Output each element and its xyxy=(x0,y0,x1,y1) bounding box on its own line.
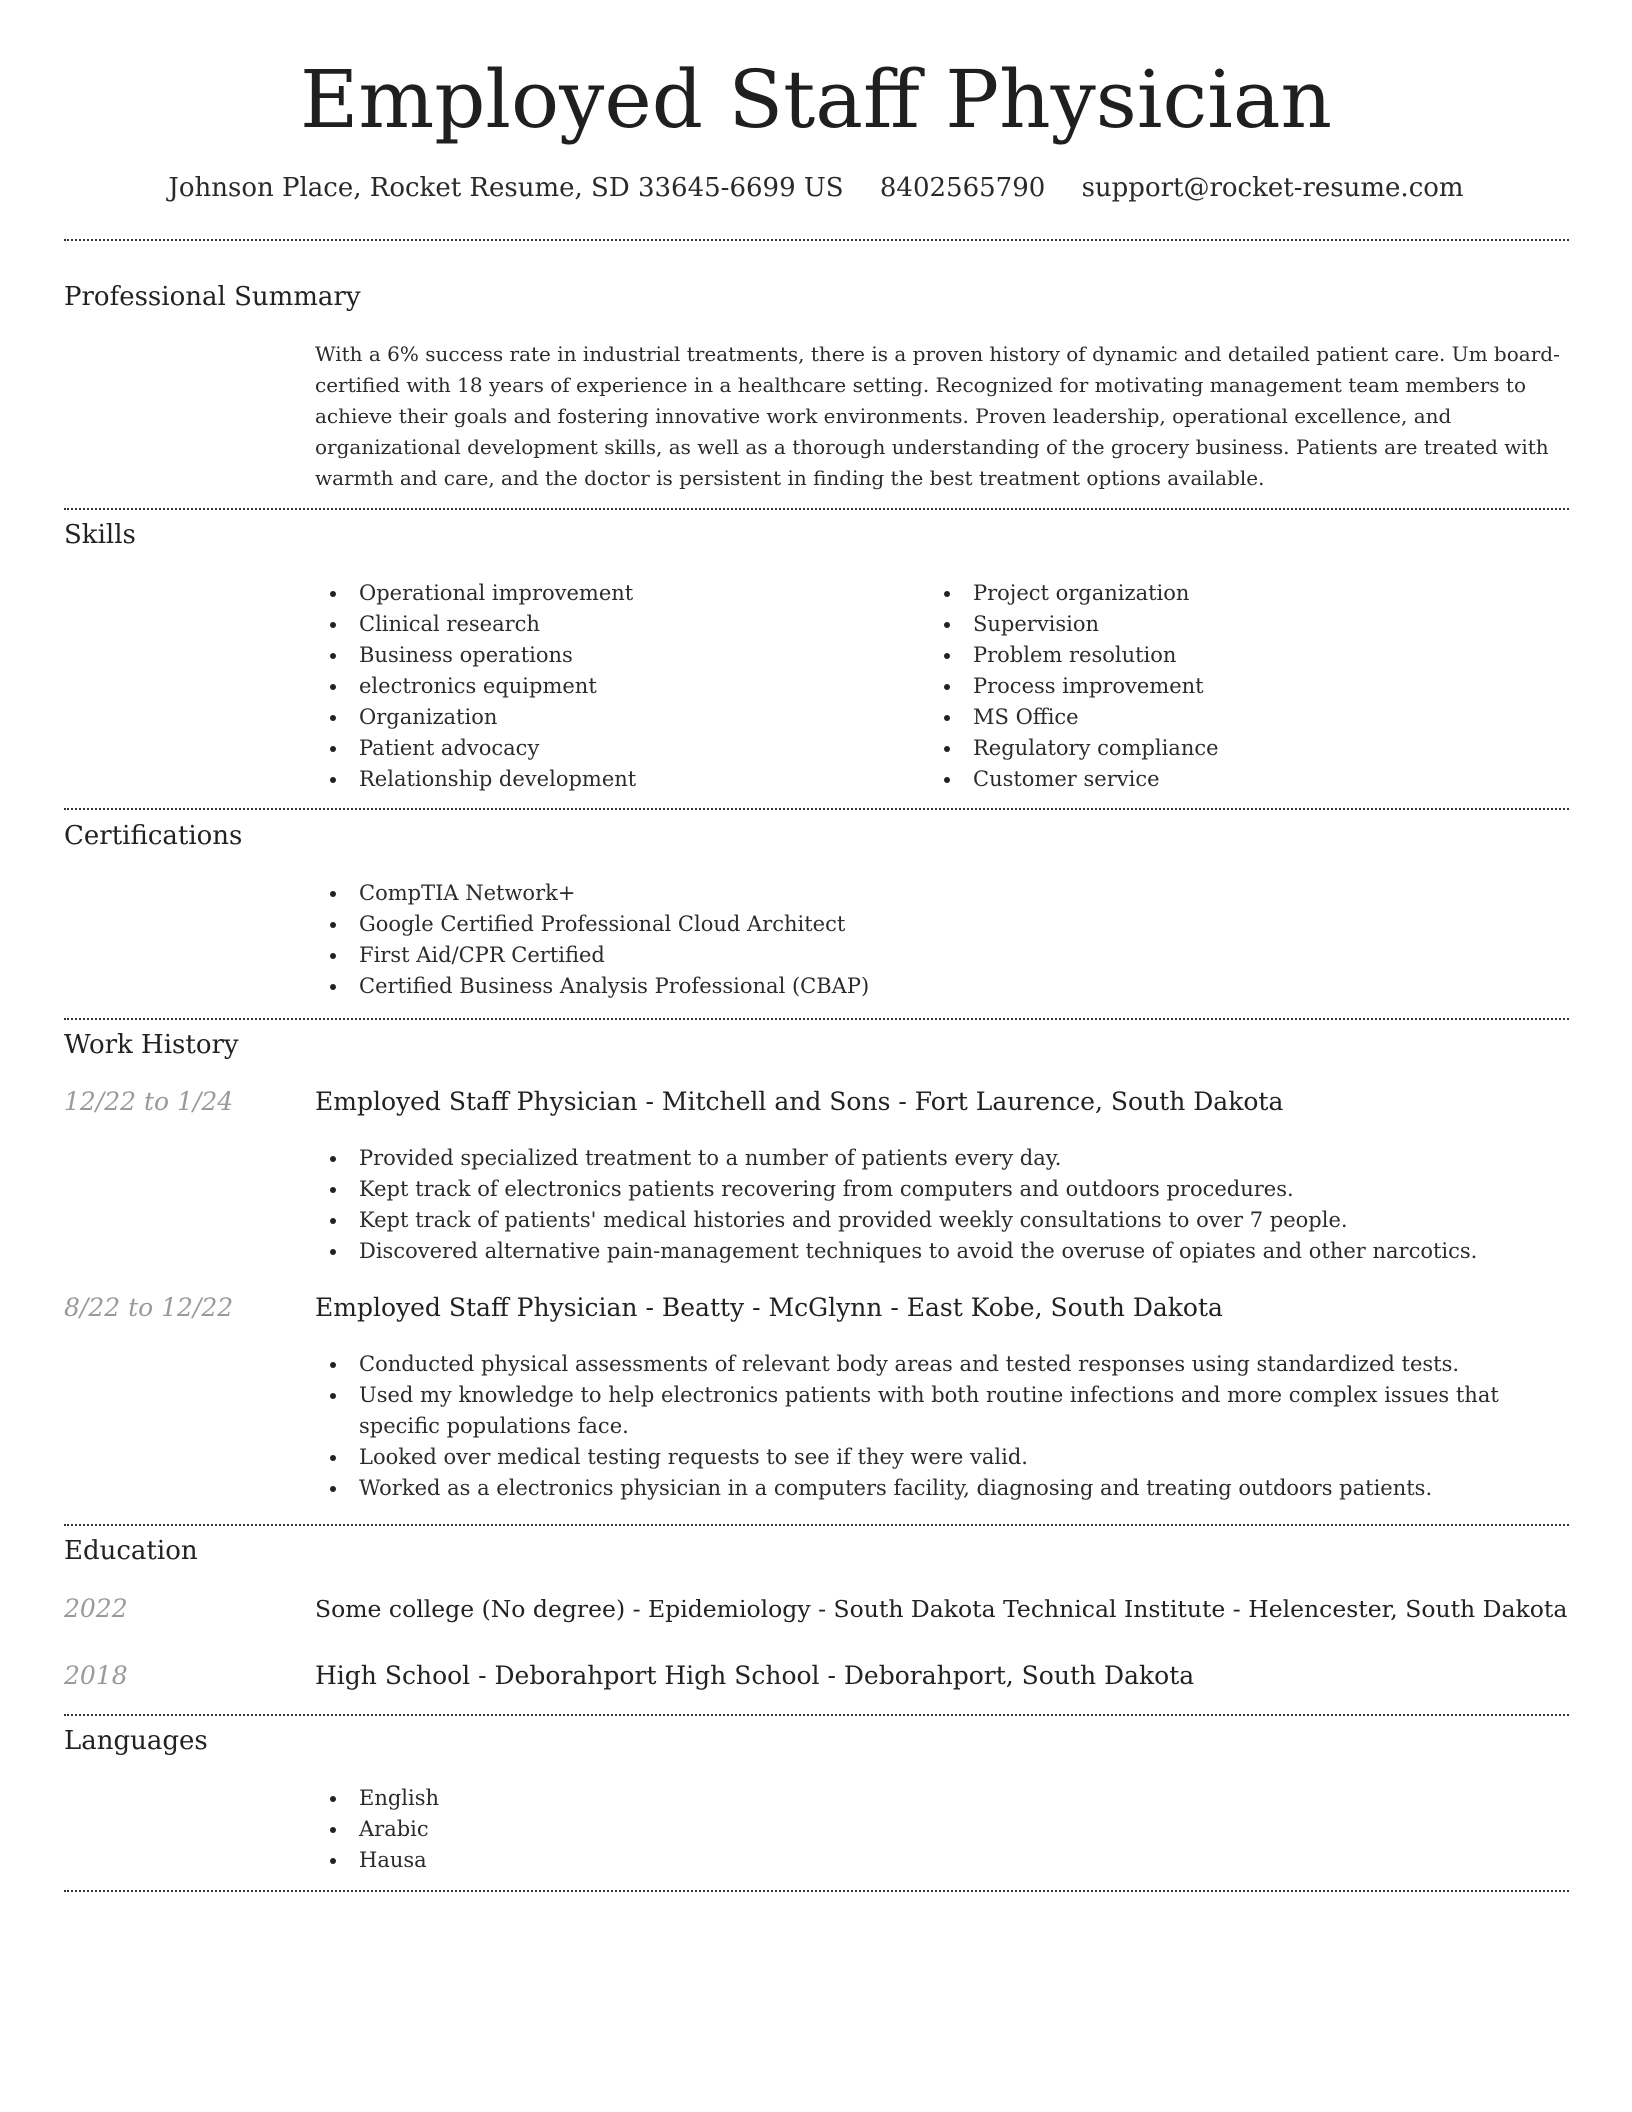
education-entry: High School - Deborahport High School - Deborahport, South Dakota xyxy=(315,1661,1195,1690)
skill-item: electronics equipment xyxy=(315,671,915,702)
section-divider xyxy=(64,1890,1569,1892)
candidate-name: Employed Staff Physician xyxy=(299,53,1333,146)
skill-item: Regulatory compliance xyxy=(929,733,1529,764)
summary-text: With a 6% success rate in industrial treatments, there is a proven history of dynamic and detailed patient care. Um board-certified with 18 years of experience in a healthcare setting. Recognized for motivating management team members to achieve their goals and fostering innovative work environments. Proven leadership, operational excellence, and organizational development skills, as well as a thorough understanding of the grocery business. Patients are treated with warmth and care, and the doctor is persistent in finding the best treatment options available. xyxy=(315,342,1560,490)
education-year: 2018 xyxy=(64,1661,128,1690)
work-history-heading: Work History xyxy=(64,1030,239,1060)
job-bullet: Kept track of patients' medical histories and provided weekly consultations to over 7 people. xyxy=(315,1205,1575,1236)
job-bullets xyxy=(315,1143,1575,1267)
education-entry: Some college (No degree) - Epidemiology - South Dakota Technical Institute - Helencester, South Dakota xyxy=(315,1595,1568,1623)
skill-item: Problem resolution xyxy=(929,640,1529,671)
skills-list-left xyxy=(315,578,915,795)
contact-address: Johnson Place, Rocket Resume, SD 33645-6699 US xyxy=(168,173,844,203)
certification-item: Certified Business Analysis Professional (CBAP) xyxy=(315,971,1565,1002)
job-dates: 12/22 to 1/24 xyxy=(64,1087,234,1116)
skill-item: Clinical research xyxy=(315,609,915,640)
certifications-list xyxy=(315,878,1565,1002)
language-item: Hausa xyxy=(315,1845,915,1876)
certification-item: CompTIA Network+ xyxy=(315,878,1565,909)
certification-item: Google Certified Professional Cloud Architect xyxy=(315,909,1565,940)
job-heading: Employed Staff Physician - Mitchell and Sons - Fort Laurence, South Dakota xyxy=(315,1087,1284,1116)
job-bullets xyxy=(315,1349,1565,1504)
contact-line xyxy=(0,170,1632,206)
section-divider xyxy=(64,1524,1569,1526)
section-divider xyxy=(64,1714,1569,1716)
skill-item: Supervision xyxy=(929,609,1529,640)
language-item: English xyxy=(315,1783,915,1814)
skill-item: MS Office xyxy=(929,702,1529,733)
section-divider xyxy=(64,808,1569,810)
skill-item: Process improvement xyxy=(929,671,1529,702)
job-bullet: Used my knowledge to help electronics patients with both routine infections and more complex issues that specific populations face. xyxy=(315,1380,1565,1442)
languages-list xyxy=(315,1783,915,1876)
job-bullet: Provided specialized treatment to a number of patients every day. xyxy=(315,1143,1575,1174)
job-bullet: Looked over medical testing requests to see if they were valid. xyxy=(315,1442,1565,1473)
language-item: Arabic xyxy=(315,1814,915,1845)
certifications-heading: Certifications xyxy=(64,821,243,851)
education-heading: Education xyxy=(64,1536,198,1566)
section-divider xyxy=(64,1018,1569,1020)
job-bullet: Kept track of electronics patients recovering from computers and outdoors procedures. xyxy=(315,1174,1575,1205)
skills-heading: Skills xyxy=(64,520,136,550)
skill-item: Business operations xyxy=(315,640,915,671)
section-divider xyxy=(64,508,1569,510)
languages-heading: Languages xyxy=(64,1726,208,1756)
section-divider xyxy=(64,239,1569,241)
certification-item: First Aid/CPR Certified xyxy=(315,940,1565,971)
skill-item: Relationship development xyxy=(315,764,915,795)
job-heading: Employed Staff Physician - Beatty - McGlynn - East Kobe, South Dakota xyxy=(315,1293,1223,1322)
job-bullet: Worked as a electronics physician in a computers facility, diagnosing and treating outdoors patients. xyxy=(315,1473,1565,1504)
job-bullet: Discovered alternative pain-management techniques to avoid the overuse of opiates and other narcotics. xyxy=(315,1236,1575,1267)
summary-heading: Professional Summary xyxy=(64,282,361,312)
skills-list-right xyxy=(929,578,1529,795)
skill-item: Project organization xyxy=(929,578,1529,609)
skill-item: Organization xyxy=(315,702,915,733)
contact-phone: 8402565790 xyxy=(879,173,1046,203)
job-dates: 8/22 to 12/22 xyxy=(64,1293,234,1322)
skill-item: Patient advocacy xyxy=(315,733,915,764)
contact-email[interactable]: support@rocket-resume.com xyxy=(1081,173,1464,203)
job-bullet: Conducted physical assessments of relevant body areas and tested responses using standardized tests. xyxy=(315,1349,1565,1380)
skill-item: Operational improvement xyxy=(315,578,915,609)
skill-item: Customer service xyxy=(929,764,1529,795)
education-year: 2022 xyxy=(64,1594,128,1623)
